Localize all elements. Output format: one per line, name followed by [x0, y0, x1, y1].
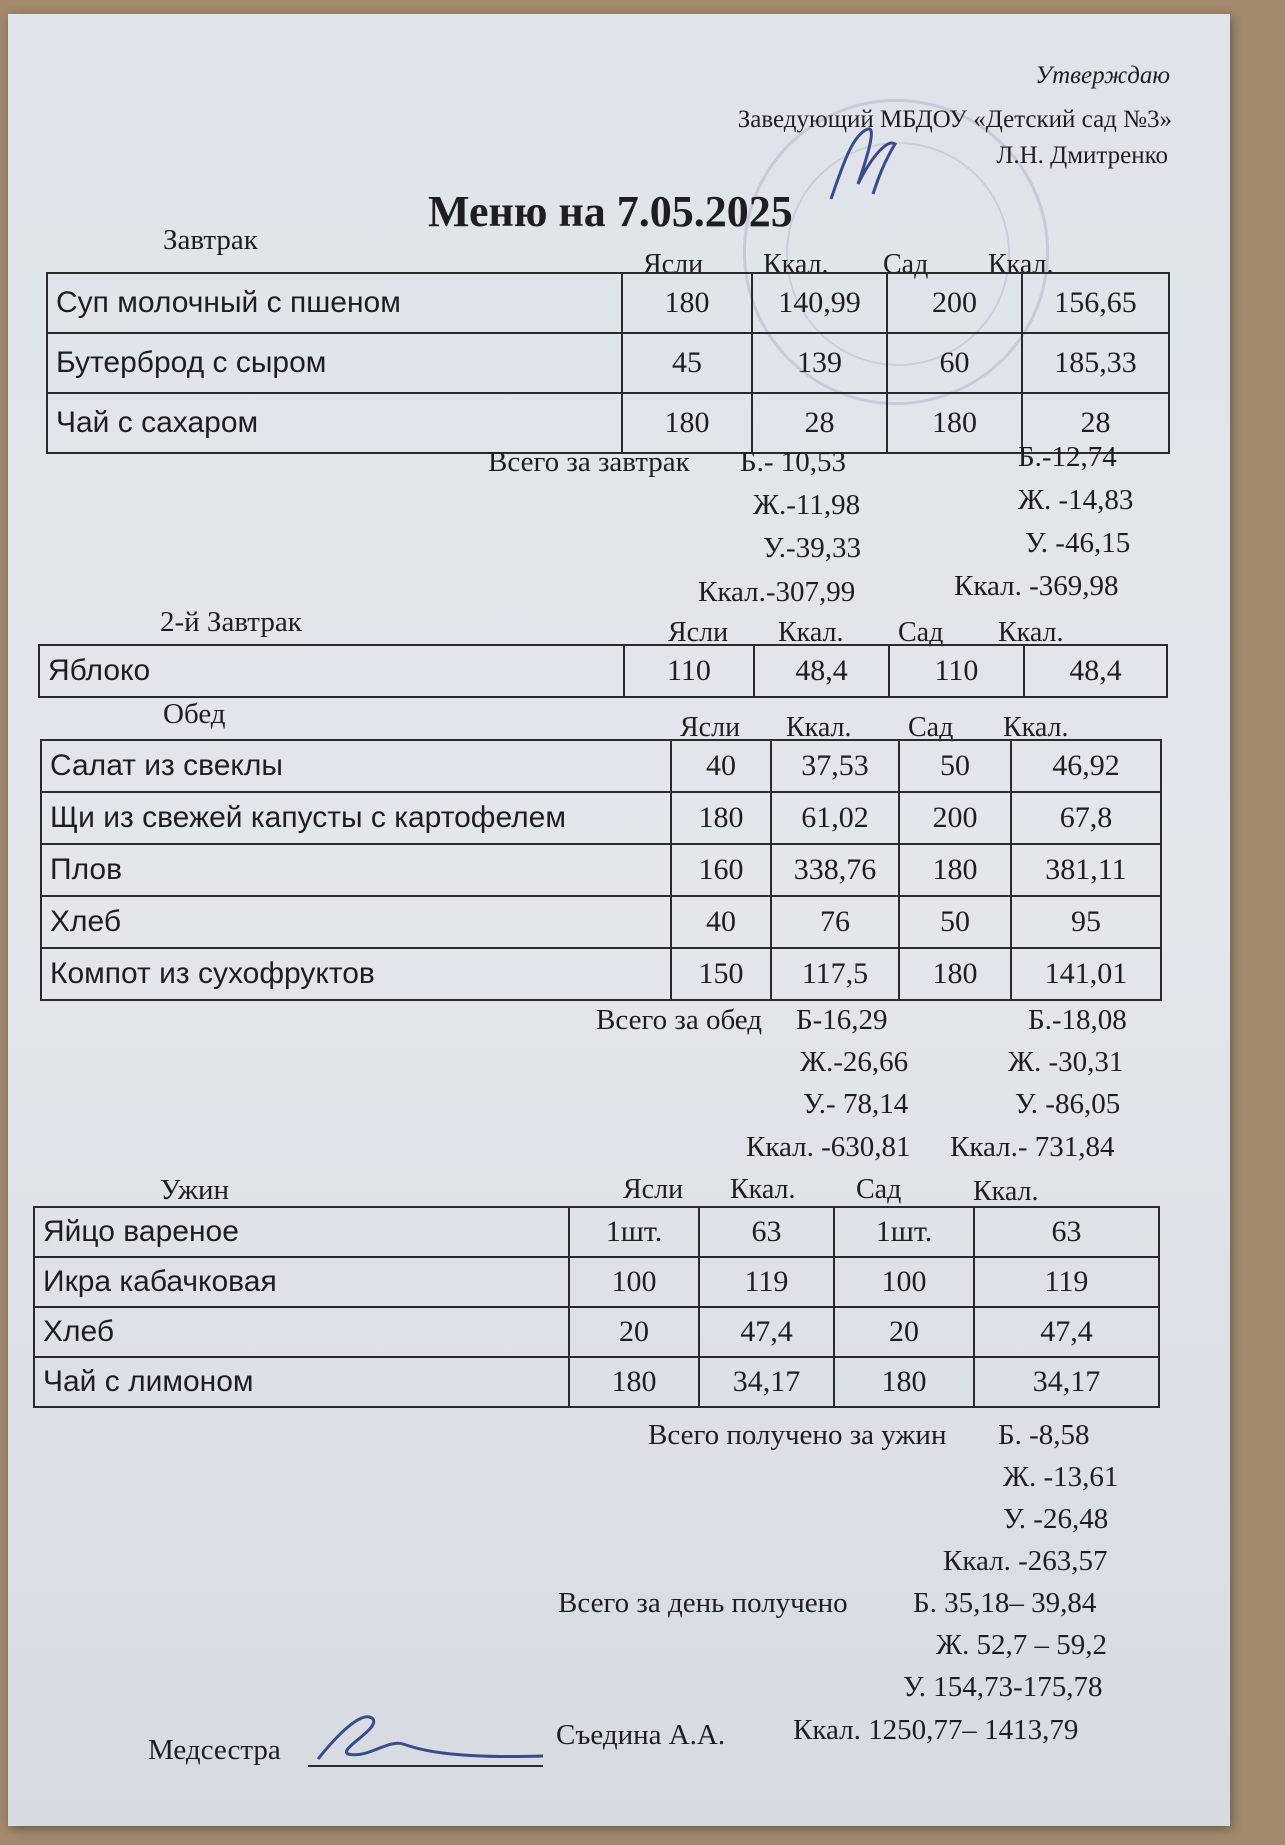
garden-kcal: 34,17	[974, 1357, 1159, 1407]
lunch-protein-garden: Б.-18,08	[1028, 1004, 1127, 1036]
nursery-kcal: 338,76	[771, 844, 899, 896]
col-kcal: Ккал.	[973, 1176, 1039, 1207]
col-garden: Сад	[883, 249, 929, 280]
nursery-qty: 180	[569, 1357, 699, 1407]
lunch-kcal-garden: Ккал.- 731,84	[950, 1131, 1115, 1163]
nursery-kcal: 119	[699, 1257, 834, 1307]
garden-qty: 50	[899, 896, 1011, 948]
dinner-fat: Ж. -13,61	[1003, 1461, 1119, 1493]
dish-name: Щи из свежей капусты с картофелем	[41, 792, 671, 844]
dish-name: Салат из свеклы	[41, 740, 671, 792]
garden-kcal: 95	[1011, 896, 1161, 948]
nursery-kcal: 140,99	[752, 273, 887, 333]
breakfast-fat-garden: Ж. -14,83	[1018, 484, 1134, 516]
dish-name: Хлеб	[34, 1307, 569, 1357]
garden-kcal: 141,01	[1011, 948, 1161, 1000]
approve-label: Утверждаю	[1035, 62, 1170, 89]
nursery-qty: 110	[624, 645, 754, 697]
garden-kcal: 46,92	[1011, 740, 1161, 792]
lunch-carbs-garden: У. -86,05	[1015, 1088, 1121, 1120]
nursery-kcal: 61,02	[771, 792, 899, 844]
dish-name: Плов	[41, 844, 671, 896]
col-kcal: Ккал.	[778, 617, 844, 648]
table-row	[47, 393, 1169, 453]
table-row	[41, 740, 1161, 792]
garden-qty: 20	[834, 1307, 974, 1357]
col-kcal: Ккал.	[998, 617, 1064, 648]
approver-position: Заведующий МБДОУ «Детский сад №3»	[737, 106, 1172, 133]
signature-role: Медсестра	[148, 1734, 281, 1766]
nursery-qty: 150	[671, 948, 771, 1000]
nursery-kcal: 63	[699, 1207, 834, 1257]
dish-name: Бутерброд с сыром	[47, 333, 622, 393]
garden-qty: 200	[899, 792, 1011, 844]
nursery-kcal: 28	[752, 393, 887, 453]
garden-kcal: 67,8	[1011, 792, 1161, 844]
day-total-label: Всего за день получено	[558, 1587, 848, 1619]
nursery-kcal: 47,4	[699, 1307, 834, 1357]
dish-name: Яблоко	[39, 645, 624, 697]
day-kcal: Ккал. 1250,77– 1413,79	[793, 1714, 1079, 1746]
day-protein: Б. 35,18– 39,84	[913, 1587, 1097, 1619]
nursery-qty: 40	[671, 740, 771, 792]
nurse-signature	[308, 1704, 558, 1774]
nursery-qty: 180	[671, 792, 771, 844]
dinner-table	[33, 1206, 1160, 1408]
dinner-carbs: У. -26,48	[1003, 1503, 1109, 1535]
table-row	[47, 273, 1169, 333]
col-nursery: Ясли	[643, 249, 704, 280]
nurse-name: Съедина А.А.	[556, 1719, 726, 1751]
lunch-carbs-nursery: У.- 78,14	[803, 1088, 909, 1120]
table-row	[34, 1357, 1159, 1407]
col-kcal: Ккал.	[786, 712, 852, 743]
garden-qty: 180	[834, 1357, 974, 1407]
table-row	[39, 645, 1167, 697]
col-garden: Сад	[908, 712, 954, 743]
garden-kcal: 47,4	[974, 1307, 1159, 1357]
garden-kcal: 48,4	[1024, 645, 1167, 697]
table-row	[34, 1257, 1159, 1307]
table-row	[47, 333, 1169, 393]
col-kcal: Ккал.	[988, 249, 1054, 280]
garden-qty: 110	[889, 645, 1024, 697]
breakfast-carbs-garden: У. -46,15	[1025, 527, 1131, 559]
day-carbs: У. 154,73-175,78	[903, 1671, 1103, 1703]
garden-kcal: 28	[1022, 393, 1169, 453]
nursery-kcal: 34,17	[699, 1357, 834, 1407]
table-row	[41, 948, 1161, 1000]
breakfast-protein-nursery: Б.- 10,53	[740, 446, 847, 478]
nursery-kcal: 76	[771, 896, 899, 948]
nursery-qty: 45	[622, 333, 752, 393]
col-garden: Сад	[856, 1174, 902, 1205]
approver-name: Л.Н. Дмитренко	[996, 142, 1168, 169]
second-breakfast-table	[38, 644, 1168, 698]
nursery-kcal: 48,4	[754, 645, 889, 697]
dish-name: Суп молочный с пшеном	[47, 273, 622, 333]
dish-name: Чай с лимоном	[34, 1357, 569, 1407]
table-row	[41, 896, 1161, 948]
nursery-kcal: 117,5	[771, 948, 899, 1000]
col-kcal: Ккал.	[763, 249, 829, 280]
breakfast-protein-garden: Б.-12,74	[1018, 441, 1117, 473]
dish-name: Чай с сахаром	[47, 393, 622, 453]
garden-kcal: 63	[974, 1207, 1159, 1257]
lunch-table	[40, 739, 1162, 1001]
nursery-qty: 1шт.	[569, 1207, 699, 1257]
breakfast-total-label: Всего за завтрак	[488, 446, 690, 478]
breakfast-table	[46, 272, 1170, 454]
garden-kcal: 381,11	[1011, 844, 1161, 896]
breakfast-kcal-garden: Ккал. -369,98	[954, 570, 1119, 602]
dinner-total-label: Всего получено за ужин	[648, 1419, 947, 1451]
table-row	[34, 1307, 1159, 1357]
garden-qty: 180	[899, 844, 1011, 896]
nursery-qty: 180	[622, 393, 752, 453]
table-row	[41, 844, 1161, 896]
dish-name: Яйцо вареное	[34, 1207, 569, 1257]
garden-qty: 50	[899, 740, 1011, 792]
page-title: Меню на 7.05.2025	[428, 187, 793, 236]
col-nursery: Ясли	[623, 1174, 684, 1205]
garden-qty: 1шт.	[834, 1207, 974, 1257]
lunch-fat-garden: Ж. -30,31	[1008, 1046, 1124, 1078]
garden-qty: 100	[834, 1257, 974, 1307]
lunch-kcal-nursery: Ккал. -630,81	[746, 1131, 911, 1163]
breakfast-kcal-nursery: Ккал.-307,99	[698, 576, 856, 608]
garden-qty: 180	[887, 393, 1022, 453]
table-row	[41, 792, 1161, 844]
day-fat: Ж. 52,7 – 59,2	[936, 1629, 1107, 1661]
dish-name: Компот из сухофруктов	[41, 948, 671, 1000]
lunch-fat-nursery: Ж.-26,66	[800, 1046, 909, 1078]
table-row	[34, 1207, 1159, 1257]
nursery-kcal: 139	[752, 333, 887, 393]
lunch-total-label: Всего за обед	[596, 1004, 763, 1036]
breakfast-title: Завтрак	[163, 224, 258, 256]
dish-name: Хлеб	[41, 896, 671, 948]
dinner-protein: Б. -8,58	[998, 1419, 1090, 1451]
col-garden: Сад	[898, 617, 944, 648]
approver-signature	[823, 124, 903, 209]
nursery-qty: 100	[569, 1257, 699, 1307]
lunch-title: Обед	[163, 698, 226, 730]
breakfast-fat-nursery: Ж.-11,98	[753, 489, 861, 521]
breakfast-carbs-nursery: У.-39,33	[763, 532, 861, 564]
dinner-title: Ужин	[160, 1174, 230, 1206]
nursery-qty: 40	[671, 896, 771, 948]
garden-kcal: 185,33	[1022, 333, 1169, 393]
dinner-kcal: Ккал. -263,57	[943, 1545, 1108, 1577]
garden-qty: 60	[887, 333, 1022, 393]
nursery-kcal: 37,53	[771, 740, 899, 792]
nursery-qty: 20	[569, 1307, 699, 1357]
garden-qty: 200	[887, 273, 1022, 333]
garden-kcal: 119	[974, 1257, 1159, 1307]
col-kcal: Ккал.	[730, 1174, 796, 1205]
col-nursery: Ясли	[680, 712, 741, 743]
nursery-qty: 180	[622, 273, 752, 333]
garden-kcal: 156,65	[1022, 273, 1169, 333]
second-breakfast-title: 2-й Завтрак	[160, 606, 302, 638]
col-nursery: Ясли	[668, 617, 729, 648]
nursery-qty: 160	[671, 844, 771, 896]
menu-sheet	[8, 14, 1230, 1826]
garden-qty: 180	[899, 948, 1011, 1000]
lunch-protein-nursery: Б-16,29	[796, 1004, 888, 1036]
col-kcal: Ккал.	[1003, 712, 1069, 743]
dish-name: Икра кабачковая	[34, 1257, 569, 1307]
